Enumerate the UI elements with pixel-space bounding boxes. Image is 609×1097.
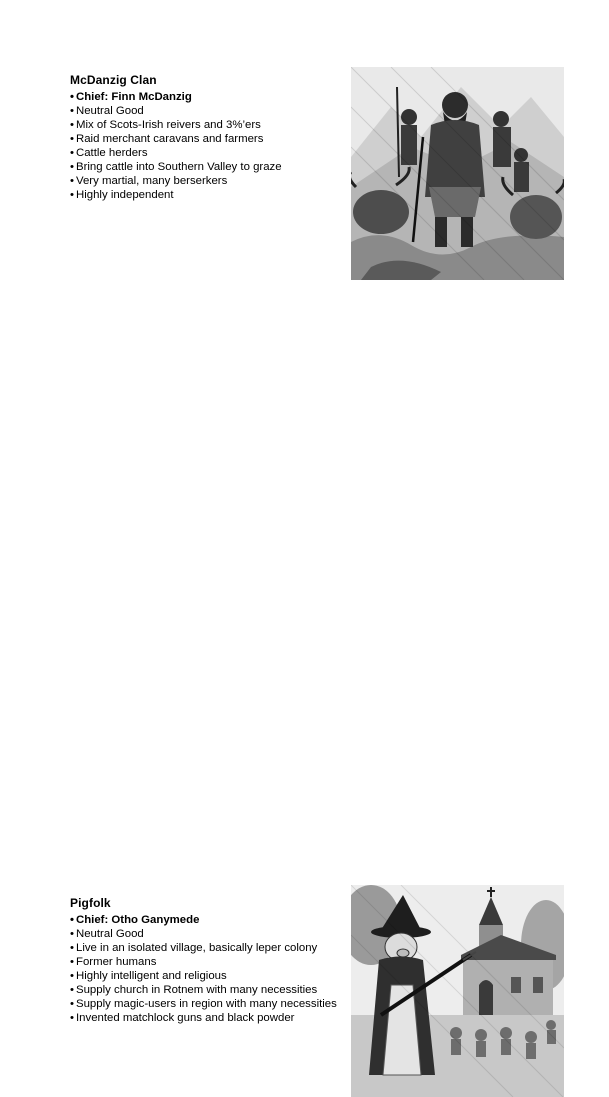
trait-item: • Chief: Finn McDanzig (70, 90, 345, 104)
trait-item: • Very martial, many berserkers (70, 174, 345, 188)
trait-item: • Raid merchant caravans and farmers (70, 132, 345, 146)
trait-item: • Live in an isolated village, basically leper colony (70, 941, 345, 955)
trait-item: • Neutral Good (70, 927, 345, 941)
mcdanzig-clan-section (0, 0, 609, 300)
trait-list (70, 913, 345, 1025)
trait-item: • Supply magic-users in region with many necessities (70, 997, 345, 1011)
trait-item: • Neutral Good (70, 104, 345, 118)
trait-list (70, 90, 345, 202)
clan-illustration (351, 67, 564, 280)
trait-item: • Former humans (70, 955, 345, 969)
trait-item: • Supply church in Rotnem with many necessities (70, 983, 345, 997)
pigfolk-illustration (351, 885, 564, 1097)
trait-item: • Highly intelligent and religious (70, 969, 345, 983)
trait-item: • Invented matchlock guns and black powder (70, 1011, 345, 1025)
trait-item: • Mix of Scots-Irish reivers and 3%’ers (70, 118, 345, 132)
trait-item: • Bring cattle into Southern Valley to graze (70, 160, 345, 174)
trait-item: • Chief: Otho Ganymede (70, 913, 345, 927)
section-title: Pigfolk (70, 896, 111, 910)
trait-item: • Cattle herders (70, 146, 345, 160)
trait-item: • Highly independent (70, 188, 345, 202)
section-title: McDanzig Clan (70, 73, 157, 87)
pigfolk-section (0, 440, 609, 1024)
